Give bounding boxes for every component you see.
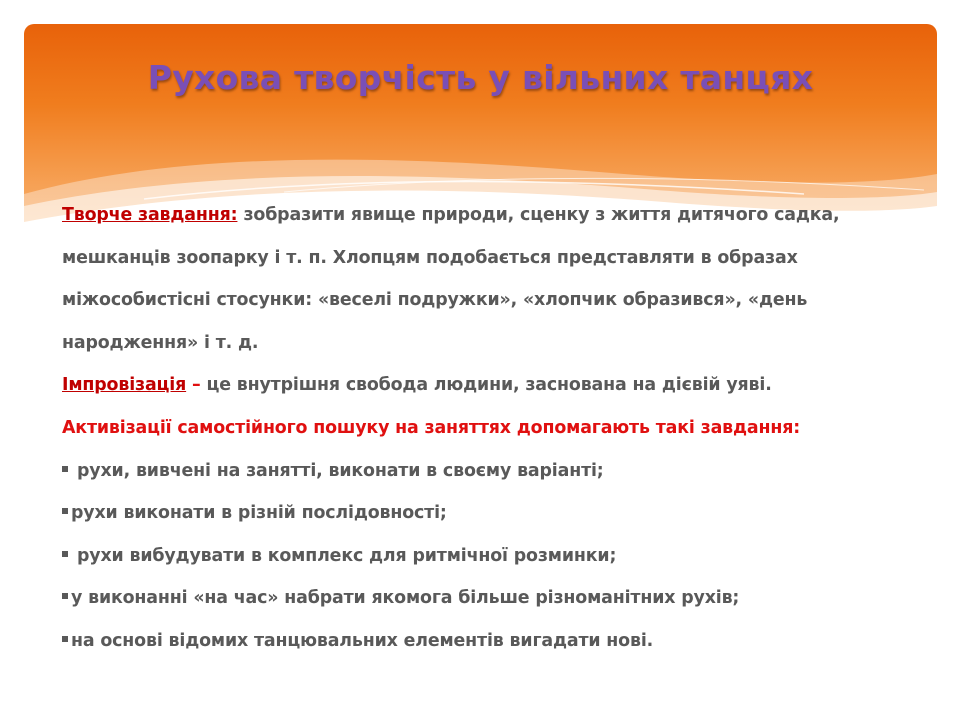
- task-item: [62, 535, 912, 578]
- square-bullet-icon: [62, 551, 68, 557]
- task-text: на основі відомих танцювальних елементів вигадати нові.: [71, 630, 654, 651]
- creative-task-line-1: [62, 194, 912, 237]
- square-bullet-icon: [62, 636, 68, 642]
- task-item: [62, 450, 912, 493]
- creative-task-line-2: мешканців зоопарку і т. п. Хлопцям подобається представляти в образах: [62, 247, 798, 268]
- improvisation-text: це внутрішня свобода людини, заснована на дієвій уяві.: [200, 375, 772, 396]
- improvisation-dash: –: [186, 375, 201, 396]
- task-text: у виконанні «на час» набрати якомога більше різноманітних рухів;: [71, 588, 740, 609]
- task-text: рухи виконати в різній послідовності;: [71, 503, 447, 524]
- square-bullet-icon: [62, 593, 68, 599]
- task-text: рухи, вивчені на занятті, виконати в своєму варіанті;: [77, 460, 604, 481]
- square-bullet-icon: [62, 508, 68, 514]
- improvisation-label: Імпровізація: [62, 375, 187, 396]
- slide-title: Рухова творчість у вільних танцях: [147, 58, 814, 97]
- improvisation-line: [62, 364, 912, 407]
- slide-body: [62, 194, 912, 663]
- creative-task-label: Творче завдання:: [62, 205, 238, 225]
- creative-task-line-4: народження» і т. д.: [62, 332, 259, 353]
- square-bullet-icon: [62, 466, 68, 472]
- activation-heading: Активізації самостійного пошуку на заняттях допомагають такі завдання:: [62, 417, 801, 438]
- task-text: рухи вибудувати в комплекс для ритмічної розминки;: [77, 545, 617, 566]
- task-item: [62, 577, 912, 620]
- creative-task-text-1: зобразити явище природи, сценку з життя дитячого садка,: [243, 205, 840, 225]
- task-item: [62, 620, 912, 663]
- creative-task-line-3: міжособистісні стосунки: «веселі подружки», «хлопчик образився», «день: [62, 290, 808, 311]
- task-item: [62, 492, 912, 535]
